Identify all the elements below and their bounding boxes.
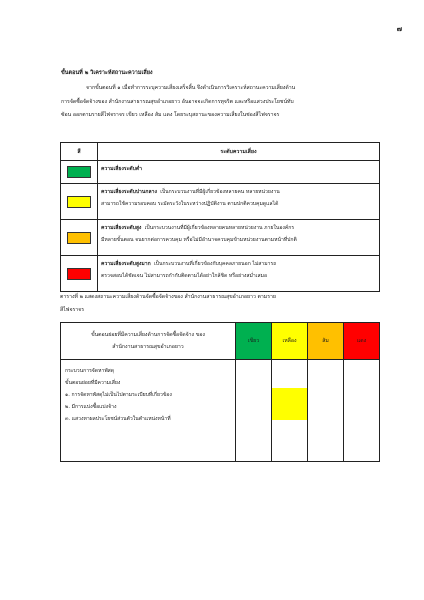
level-row-medium — [61, 184, 380, 220]
level-row-low — [61, 161, 380, 184]
table-row — [61, 360, 380, 462]
cell-green — [236, 360, 272, 462]
green-swatch — [67, 166, 91, 178]
list-item: ๒. มีการแบ่งซื้อแบ่งจ้าง — [65, 404, 117, 410]
yellow-swatch — [67, 196, 91, 208]
steps-header: ขั้นตอนย่อยที่มีความเสี่ยงด้านการจัดซื้อจัดจ้าง ของ สำนักงานสาธารณสุขอำเภอยาว — [61, 323, 236, 360]
level-name: ความเสี่ยงระดับปานกลาง — [101, 189, 157, 195]
list-item: ๑. การจัดหาพัสดุไม่เป็นไปตามระเบียบที่เกี่ยวข้อง — [65, 392, 172, 398]
caption-line: สีไฟจราจร — [60, 307, 85, 313]
risk-level-table — [60, 142, 380, 292]
paragraph-line: จากขั้นตอนที่ ๑ เมื่อทำการระบุความเสี่ยงเสร็จสิ้น จึงดำเนินการวิเคราะห์สถานะความเสี่ยงด้าน — [86, 85, 296, 91]
risk-status-table — [60, 322, 380, 462]
level-row-very-high — [61, 256, 380, 292]
level-desc: มีหลายขั้นตอน จนยากต่อการควบคุม หรือไม่มีอำนาจควบคุมข้ามหน่วยงานตามหน้าที่ปกติ — [101, 237, 297, 243]
level-desc: ตรวจสอบได้ชัดเจน ไม่สามารถกำกับติดตามได้อย่าใกล้ชิด หรือย่างสม่ำเสมอ — [101, 273, 268, 279]
level-name: ความเสี่ยงระดับต่ำ — [101, 166, 142, 172]
caption-line: ตารางที่ ๒ แสดงสถานะความเสี่ยงด้านจัดซื้อจัดจ้างของ สำนักงานสาธารณสุขอำเภอยาว ตามราย — [60, 294, 276, 300]
intro-paragraph — [61, 82, 379, 123]
header-color: สี — [61, 143, 98, 161]
level-desc: เป็นกระบวนงานที่มีผู้เกี่ยวข้องหลายคน หลายหน่วยงาน — [160, 189, 280, 195]
level-name: ความเสี่ยงระดับสูง — [101, 225, 142, 231]
cell-yellow — [272, 360, 308, 462]
cell-orange — [308, 360, 344, 462]
yellow-status-mark — [272, 388, 307, 420]
list-item: ขั้นตอนย่อยที่มีความเสี่ยง — [65, 380, 121, 386]
level-header-red: แดง — [344, 323, 380, 360]
red-swatch — [67, 268, 91, 280]
level-desc: เป็นกระบวนงานที่มีผู้เกี่ยวข้องหลายคนหลายหน่วยงาน ภายในองค์กร — [144, 225, 295, 231]
page-number: ๗ — [396, 25, 402, 33]
orange-swatch — [67, 232, 91, 244]
level-header-yellow: เหลือง — [272, 323, 308, 360]
paragraph-line: ซ้อน ออกตามรายสีไฟจราจร เขียว เหลือง ส้ม แดง โดยระบุสถานะของความเสี่ยงในช่องสีไฟจราจร — [61, 112, 280, 118]
level-name: ความเสี่ยงระดับสูงมาก — [101, 261, 151, 267]
table-header-row — [61, 143, 380, 161]
section-heading: ขั้นตอนที่ ๒ วิเคราะห์สถานะความเสี่ยง — [61, 70, 153, 76]
paragraph-line: การจัดซื้อจัดจ้างของ สำนักงานสาธารณสุขอำเภอยาว อันอาจจะเกิดการทุจริต และหรือแสวงประโยชน์ทับ — [61, 98, 294, 105]
table-header-row — [61, 323, 380, 360]
cell-red — [344, 360, 380, 462]
steps-list — [61, 360, 236, 462]
level-row-high — [61, 220, 380, 256]
table-caption — [60, 291, 380, 317]
list-item: กระบวนการจัดหาพัสดุ — [65, 368, 115, 374]
level-header-orange: ส้ม — [308, 323, 344, 360]
level-header-green: เขียว — [236, 323, 272, 360]
list-item: ๓. แสวงหาผลประโยชน์ส่วนตัวในตำแหน่งหน้าที่ — [65, 416, 171, 422]
header-level: ระดับความเสี่ยง — [98, 143, 380, 161]
level-desc: เป็นกระบวนงานที่เกี่ยวข้องกับบุคคลภายนอก ไม่สามารถ — [153, 261, 277, 267]
level-desc: สามารถใช้ความรอบคอบ ระมัดระวังในระหว่างปฏิบัติงาน ตามปกติควบคุมดูแลได้ — [101, 201, 279, 207]
